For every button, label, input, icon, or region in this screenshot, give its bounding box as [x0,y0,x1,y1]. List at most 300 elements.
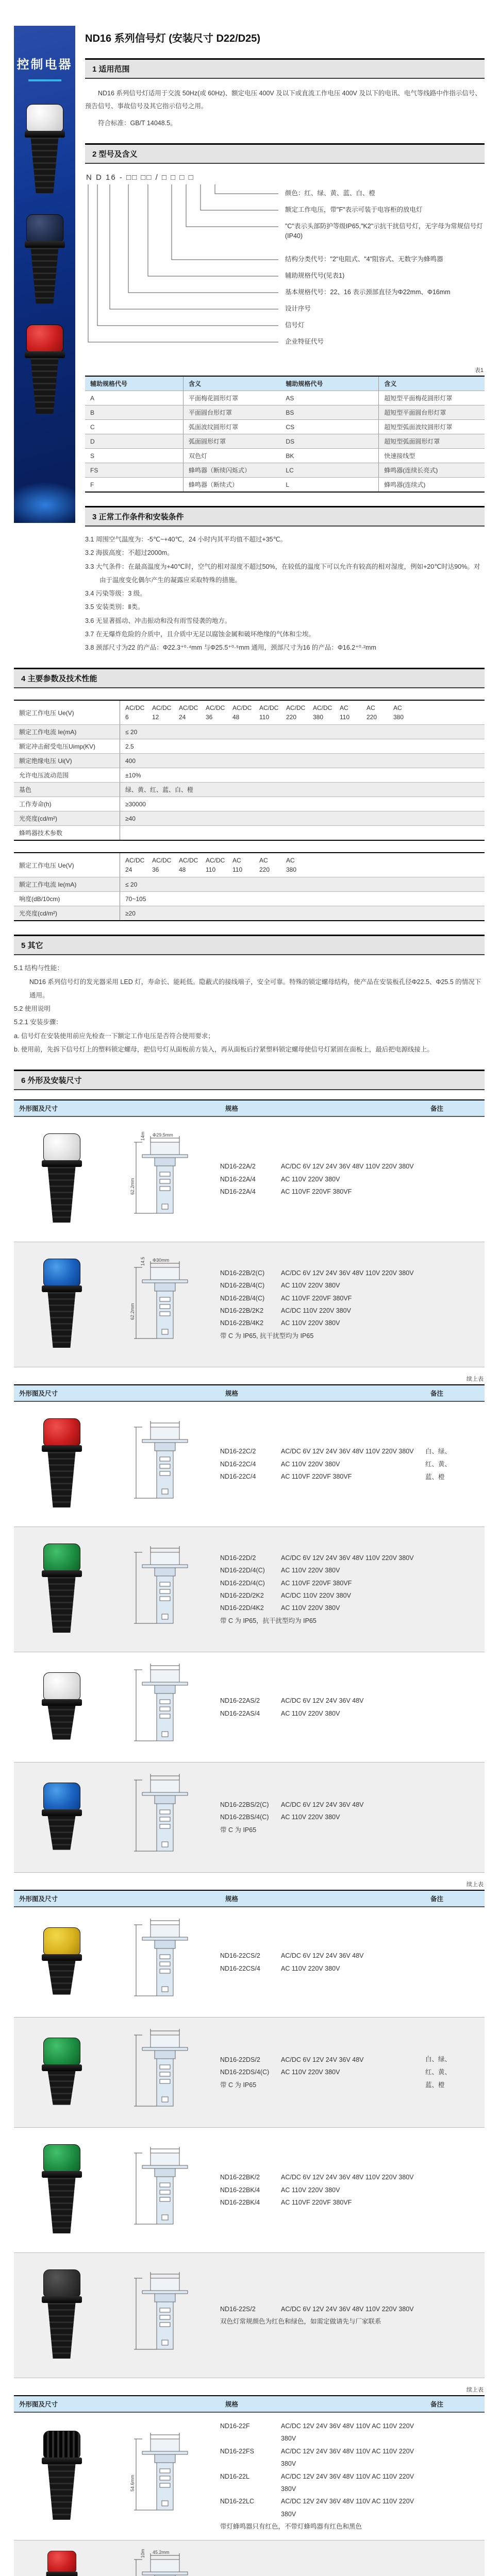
dimension-table-header [14,1384,485,1402]
lamp-body [47,1577,76,1633]
spec-note: 带 C 为 IP65 [220,1826,257,1834]
voltage-spec: AC 110V 220V 380V [281,1319,340,1327]
lamp-body [47,1706,76,1740]
param-row [14,768,485,783]
dimension-table-header [14,1890,485,1907]
model-code: ND16-22FS [220,2447,254,2455]
spec-row-models [220,1267,425,1342]
spec-row-drawing [109,2025,220,2120]
signal-lamp-params-table [14,700,485,841]
voltage-spec: AC 110V 220V 380V [281,1460,340,1468]
section-2-title: 2 型号及含义 [92,150,138,159]
product-photo-blue-lamp [42,1783,82,1850]
lamp-collar [25,241,65,248]
spec-row-models [220,1799,425,1836]
param-label: 基色 [14,783,120,797]
voltage-spec: AC/DC 6V 12V 24V 36V 48V 110V 220V 380V [281,1269,414,1277]
column-header-drawing: 外形图及尺寸 [19,1390,58,1397]
model-code: ND16-22AS/2 [220,1697,260,1705]
section-6-header [14,1070,485,1090]
spec-line [220,1267,425,1279]
lamp-body [47,1167,76,1223]
column-header: 辅助规格代号 [280,376,379,391]
spec-row [14,2540,485,2576]
spec-note: 带 C 为 IP65 [220,2081,257,2089]
spec-note: 双色灯常规颜色为红色和绿色，如需定做请先与厂家联系 [220,2318,381,2325]
table-cell: 弧面圆形灯罩 [184,434,281,449]
model-code: ND16-22B/4(C) [220,1294,265,1302]
dimension-label: 14mm [140,1131,145,1141]
voltage-cell: AC 380 [393,704,404,721]
param-label: 额定工作电流 Ie(mA) [14,725,120,739]
spec-line [220,1173,425,1185]
model-code: ND16-22A/4 [220,1188,256,1196]
param-value: ≤ 20 [120,725,485,739]
lamp-body [47,2178,76,2233]
aux-table-header-row [85,376,485,391]
param-row [14,811,485,826]
table-cell: C [85,420,184,434]
spec-row-models [220,1950,425,1975]
condition-item: 3.6 无显著摇动、冲击振动和没有雨雪侵袭的地方。 [85,617,231,624]
table-cell: 弧面波纹圆形灯罩 [184,420,281,434]
scope-paragraph: ND16 系列信号灯适用于交流 50Hz(或 60Hz)、额定电压 400V 及以下或直流工作电压 400V 及以下的电讯、电气等线路中作指示信号、预告信号、事故信号及其它指示信号之用。 [85,90,481,110]
diagram-connector [215,184,278,194]
product-photo-green-lamp [42,1544,82,1633]
voltage-spec: AC 110VF 220VF 380VF [281,1579,352,1587]
spec-line [220,2420,425,2445]
voltage-spec: AC/DC 6V 12V 24V 36V 48V [281,1697,364,1705]
model-code: ND16-22BK/2 [220,2174,260,2181]
remark [425,1445,485,1484]
spec-row-models [220,2303,425,2328]
column-header: 含义 [379,376,485,391]
model-code: ND16-22S/2 [220,2305,256,2313]
table-cell: B [85,405,184,420]
spec-note: 带灯蜂鸣器只有红色，不带灯蜂鸣器有红色和黑色 [220,2523,362,2530]
param-label: 工作寿命(h) [14,797,120,811]
spec-row-models [220,2054,425,2091]
spec-row-photo [14,2135,109,2245]
column-header-spec: 规格 [225,1895,239,1903]
spec-line [220,1458,425,1470]
voltage-cell: AC/DC 110 [259,704,279,721]
table-cell: L [280,478,379,493]
spec-line [220,1707,425,1720]
table-cell: 蜂鸣器（断续闪烁式） [184,463,281,478]
table1-label: 表1 [474,367,484,374]
section-5-title: 5 其它 [21,941,43,951]
voltage-cell: AC 110 [232,857,243,874]
model-code: ND16-22LC [220,2498,255,2505]
model-code: ND16-22BS/2(C) [220,1801,269,1808]
full-width-column [14,668,485,2576]
model-code: ND16-22AS/4 [220,1709,260,1717]
dimension-label: 62.2mm [129,1177,135,1195]
lamp-collar [42,1285,82,1292]
param-value: ≥30000 [120,797,485,811]
spec-row-drawing [109,1257,220,1352]
voltage-spec: AC 110V 220V 380V [281,1964,340,1972]
product-photo-white-lamp [25,104,65,193]
param-label: 光亮度(cd/m²) [14,906,120,921]
condition-item: 3.1 周围空气温度为：-5℃~+40℃，24 小时内其平均值不超过+35℃。 [85,536,287,543]
standard-line: 符合标准：GB/T 14048.5。 [98,120,177,127]
column-header-spec: 规格 [225,1390,239,1397]
voltage-values [125,856,479,874]
dimension-label: Φ30mm [152,1257,169,1263]
diagram-connector [88,184,278,342]
product-photo-red-lamp [25,325,65,414]
table-row [85,449,485,463]
lamp-body [47,2071,76,2105]
lamp-body [47,1816,76,1850]
table-cell: DS [280,434,379,449]
dimension-table [14,1099,485,2576]
lamp-collar [42,1160,82,1167]
table-cell: 蜂鸣器（断续式） [184,478,281,493]
table-cell: 蜂鸣器(连续式) [379,478,485,493]
spec-line [220,1304,425,1317]
voltage-values [125,703,479,722]
table-row [85,463,485,478]
table-cell: 超短型弧面圆形灯罩 [379,434,485,449]
voltage-cell: AC/DC 24 [179,704,198,721]
model-code: ND16-22BS/4(C) [220,1814,269,1821]
spec-row [14,1527,485,1652]
voltage-spec: AC 110V 220V 380V [281,1814,340,1821]
spec-line [220,1694,425,1707]
spec-row-drawing [109,2429,220,2524]
table-row [85,405,485,420]
dimension-label: Φ29.5mm [152,1132,173,1138]
continued-label: 续上表 [466,1376,484,1382]
dimension-drawing [113,2429,216,2521]
column-header-drawing: 外形图及尺寸 [19,1105,58,1112]
voltage-cell: AC/DC 48 [179,857,198,874]
sidebar-title: 控制电器 [16,58,73,72]
section-3-title: 3 正常工作条件和安装条件 [92,513,184,521]
spec-line [220,2196,425,2209]
column-header-remark: 备注 [430,1390,444,1397]
model-code: ND16-22D/4(C) [220,1567,265,1574]
dimension-label: 14.5mm [140,1257,145,1266]
param-value: 400 [120,754,485,768]
lamp-cap [47,2551,76,2572]
spec-row [14,2128,485,2253]
voltage-cell: AC/DC 48 [232,704,252,721]
diagram-connector [186,184,278,227]
model-code: ND16-22DS/2 [220,2056,260,2063]
column-header-drawing: 外形图及尺寸 [19,2401,58,2408]
product-photo-dual-lamp [42,2269,82,2359]
param-label: 额定工作电压 Ue(V) [14,700,120,725]
table-row [85,434,485,449]
voltage-spec: AC 110V 220V 380V [281,1175,340,1183]
diagram-connector [110,184,278,309]
condition-item: 3.7 在无爆炸危险的介质中，且介质中无足以腐蚀金属和破坏绝缘的气体和尘埃。 [85,630,315,638]
column-header: 含义 [184,376,281,391]
remark-line: 蓝、橙 [425,2081,445,2089]
table-cell: CS [280,420,379,434]
model-code: ND16-22B/4(C) [220,1282,265,1290]
spec-line [220,1292,425,1304]
model-code: ND16-22F [220,2422,250,2430]
buzzer-params-table [14,852,485,921]
model-code: ND16-22D/4(C) [220,1579,265,1587]
note-line: ND16 系列信号灯的发光器采用 LED 灯，寿命长、能耗低。隐蔽式的接线端子，安全可靠。特殊的锁定螺母结构，使产品在安装板孔径Φ22.5、Φ25.5 的情况下通用。 [29,978,481,999]
param-label: 额定工作电流 Ie(mA) [14,877,120,892]
sidebar-glow [14,482,75,523]
page-title: ND16 系列信号灯 (安装尺寸 D22/D25) [85,33,261,44]
param-label: 响度(dB/10cm) [14,892,120,906]
lamp-cap [43,1418,80,1446]
model-code: ND16-22A/4 [220,1175,256,1183]
voltage-cell: AC/DC 36 [206,704,225,721]
table-cell: 蜂鸣器(连续长亮式) [379,463,485,478]
spec-line [220,1160,425,1173]
table-cell: 超短型平面圆台形灯罩 [379,405,485,420]
spec-row-photo [14,2260,109,2370]
table-cell: 平面梅花圆形灯罩 [184,391,281,405]
note-line: a. 信号灯在安装使用前应先检查一下额定工作电压是否符合使用要求； [14,1032,214,1040]
lamp-collar [42,2064,82,2071]
dimension-drawing [113,2025,216,2117]
table-cell: 双色灯 [184,449,281,463]
voltage-cell: AC 110 [340,704,350,721]
voltage-spec: AC/DC 110V 220V 380V [281,1307,351,1314]
condition-item: 3.4 污染等级：3 级。 [85,590,146,597]
table-cell: FS [85,463,184,478]
spec-note: 带 C 为 IP65, 抗干扰型均为 IP65 [220,1332,314,1340]
voltage-cell: AC 380 [286,857,297,874]
remark-line: 红、黄、 [425,2069,452,2076]
lamp-body [47,2303,76,2359]
voltage-cell: AC/DC 36 [152,857,172,874]
spec-line [220,2303,425,2315]
column-header-remark: 备注 [430,2401,444,2408]
dimension-drawing [113,1542,216,1635]
lamp-collar [46,2572,77,2576]
table-cell: S [85,449,184,463]
condition-item: 3.5 安装类别：Ⅱ类。 [85,603,144,611]
spec-row-drawing [109,1132,220,1227]
param-value [120,700,485,725]
lamp-body [30,358,59,414]
param-row [14,826,485,841]
table-cell: 超短型平面梅花圆形灯罩 [379,391,485,405]
spec-row-models [220,1694,425,1720]
voltage-row [14,700,485,725]
voltage-spec: AC/DC 6V 12V 24V 36V 48V 110V 220V 380V [281,1163,414,1171]
lamp-collar [25,351,65,358]
spec-row-drawing [109,2549,220,2576]
lamp-cap [43,2144,80,2172]
spec-line [220,1185,425,1198]
dimension-label: 10mm [140,2549,145,2558]
dimension-drawing [113,1914,216,2007]
other-notes-list [14,961,485,1056]
voltage-spec: AC/DC 12V 24V 36V 48V 110V AC 110V 220V 380V [281,2447,414,2468]
lamp-body [47,1961,76,1995]
column-header-remark: 备注 [430,1105,444,1112]
spec-row-models [220,1552,425,1627]
voltage-spec: AC 110V 220V 380V [281,2186,340,2194]
section-1-header [85,58,485,79]
remark-line: 白、绿、 [425,1447,452,1455]
voltage-spec: AC 110V 220V 380V [281,1282,340,1290]
spec-row-drawing [109,2268,220,2363]
remark-line: 蓝、橙 [425,1473,445,1481]
model-code: ND16-22A/2 [220,1163,256,1171]
product-photo-white-lamp [42,1672,82,1740]
voltage-spec: AC/DC 12V 24V 36V 48V 110V AC 110V 220V 380V [281,2472,414,2493]
spec-row-photo [14,1918,109,2007]
param-row [14,797,485,811]
voltage-cell: AC/DC 24 [125,857,145,874]
spec-row [14,1907,485,2018]
param-value: ±10% [120,768,485,783]
section-2-header [85,143,485,164]
product-photo-dark-lamp [25,214,65,303]
voltage-cell: AC/DC 110 [206,857,225,874]
voltage-spec: AC/DC 6V 12V 24V 36V 48V 110V 220V 380V [281,1554,414,1562]
param-label: 额定工作电压 Ue(V) [14,853,120,877]
continued-label: 续上表 [466,1882,484,1888]
continued-label: 续上表 [466,2387,484,2393]
table-cell: 平面圆台形灯罩 [184,405,281,420]
lamp-body [47,2464,76,2520]
model-code-meaning: 企业特征代号 [285,338,324,345]
model-code: ND16-22B/2K2 [220,1307,264,1314]
note-line: 5.1 结构与性能： [14,964,63,972]
param-label: 蜂鸣器技术参数 [14,826,120,841]
spec-line [220,1577,425,1589]
lamp-collar [42,2296,82,2303]
spec-row [14,2253,485,2378]
voltage-spec: AC/DC 6V 12V 24V 36V 48V [281,1801,364,1808]
model-code: ND16-22CS/4 [220,1964,260,1972]
param-value: ≤ 20 [120,877,485,892]
param-label: 允许电压波动范围 [14,768,120,783]
column-header-drawing: 外形图及尺寸 [19,1895,58,1903]
lamp-collar [42,1445,82,1452]
dimension-label: 62.2mm [129,1302,135,1320]
lamp-cap [43,2269,80,2297]
product-photo-black-lamp [42,2431,82,2520]
param-value: ≥40 [120,811,485,826]
spec-row [14,1762,485,1873]
param-row [14,739,485,754]
section-5-header [14,935,485,955]
model-code: ND16-22D/2K2 [220,1592,264,1599]
model-code: ND16-22DS/4(C) [220,2069,270,2076]
table-cell: A [85,391,184,405]
voltage-spec: AC 110VF 220VF 380VF [281,2199,352,2207]
column-header-spec: 规格 [225,1105,239,1112]
table-cell: BS [280,405,379,420]
lamp-body [30,248,59,303]
lamp-cap [26,325,63,352]
table-row [85,420,485,434]
section-4-header [14,668,485,688]
spec-row-photo [14,1663,109,1752]
model-code-meaning: 结构分类代号："2"电阻式、"4"阻容式、无数字为蜂鸣器 [285,256,443,263]
column-header-remark: 备注 [430,1895,444,1903]
diagram-connector [97,184,278,326]
param-row [14,754,485,768]
sidebar-underline [28,79,61,81]
spec-line [220,1279,425,1292]
voltage-spec: AC 110VF 220VF 380VF [281,1294,352,1302]
lamp-cap [43,1783,80,1810]
param-value [120,826,485,841]
lamp-body [47,1292,76,1348]
dimension-table-header [14,1099,485,1117]
spec-row-models [220,2171,425,2209]
table-cell: BK [280,449,379,463]
spec-row [14,2018,485,2128]
param-value [120,853,485,877]
lamp-body [30,138,59,193]
section-1-title: 1 适用范围 [92,65,130,74]
section-4-title: 4 主要参数及技术性能 [21,674,97,684]
spec-row-drawing [109,1659,220,1755]
condition-item: 3.8 颈部尺寸为22 的产品：Φ22.3⁺⁰·⁴mm 与Φ25.5⁺⁰·⁵mm 通用，颈部尺寸为16 的产品：Φ16.2⁺⁰·²mm [85,644,376,651]
voltage-cell: AC/DC 6 [125,704,145,721]
lamp-cap [43,1927,80,1955]
spec-row-drawing [109,1417,220,1512]
dimension-drawing [113,1417,216,1510]
product-photo-red-lamp [42,1418,82,1507]
note-line: 5.2 使用说明 [14,1005,51,1012]
lamp-collar [42,1809,82,1816]
voltage-spec: AC 110V 220V 380V [281,1604,340,1612]
voltage-spec: AC 110V 220V 380V [281,1709,340,1717]
voltage-cell: AC 220 [366,704,377,721]
section-3-header [85,506,485,527]
dimension-drawing [113,1770,216,1862]
lamp-collar [25,131,65,138]
spec-row-photo [14,1124,109,1234]
spec-line [220,2184,425,2196]
model-code-pattern: N D 16 - □□ □□ / □ □ □ □ [86,173,194,182]
voltage-spec: AC 110VF 220VF 380VF [281,1473,352,1481]
section-6-title: 6 外形及安装尺寸 [21,1076,82,1085]
spec-row [14,1652,485,1762]
model-code: ND16-22L [220,2472,249,2480]
remark [425,2053,485,2092]
dimension-drawing [113,2143,216,2235]
table-cell: F [85,478,184,493]
spec-line [220,2470,425,2496]
column-header-spec: 规格 [225,2401,239,2408]
lamp-collar [42,2458,82,2464]
dimension-table-header [14,2395,485,2413]
model-code: ND16-22C/2 [220,1448,256,1455]
spec-line [220,1564,425,1577]
spec-row-models [220,1445,425,1483]
remark-line: 白、绿、 [425,2056,452,2063]
lamp-cap [43,1259,80,1286]
dimension-label: 54.6mm [129,2475,135,2492]
model-code: ND16-22BK/4 [220,2199,260,2207]
lamp-cap [26,104,63,132]
param-value: ≥20 [120,906,485,921]
spec-row [14,1402,485,1527]
product-photo-white-lamp [42,1133,82,1223]
voltage-spec: AC/DC 110V 220V 380V [281,1592,351,1599]
